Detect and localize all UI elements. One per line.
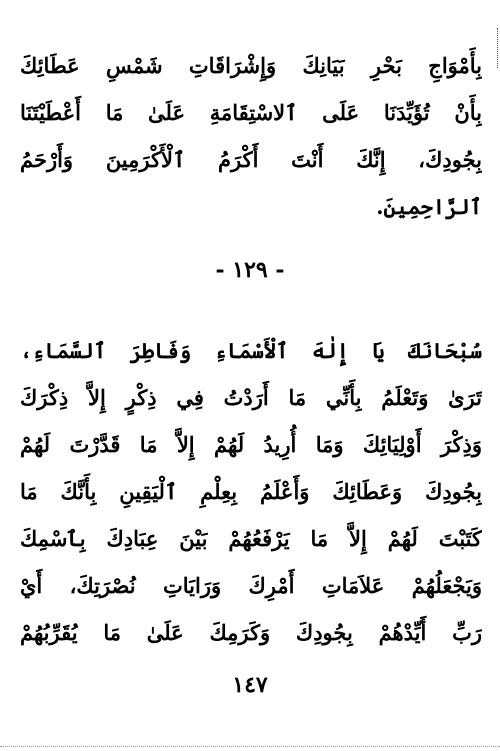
passage-2-line: وَيَجْعَلُهُمْ عَلاَمَاتِ أَمْرِكَ وَرَايَاتِ نُصْرَتِكَ، أَيْ xyxy=(20,573,482,598)
page-number: ١٤٧ xyxy=(232,672,268,698)
page-bottom-edge xyxy=(0,744,500,747)
passage-1 xyxy=(20,42,482,230)
passage-2-line: رَبِّ أَيِّدْهُمْ بِجُودِكَ وَكَرَمِكَ عَلَىٰ مَا يُقَرِّبُهُمْ xyxy=(20,620,482,645)
passage-1-line: بِأَنْ تُؤَيِّدَنَا عَلَى ٱلاسْتِقَامَةِ عَلَىٰ مَا أَعْطَيْتَنَا xyxy=(20,100,482,125)
section-number: - ١٢٩ - xyxy=(215,257,285,283)
passage-1-line: بِأَمْوَاجِ بَحْرِ بَيَانِكَ وَإِشْرَاقَاتِ شَمْسِ عَطَائِكَ xyxy=(20,53,482,78)
passage-2-line: تَرَىٰ وَتَعْلَمُ بِأَنِّي مَا أَرَدْتُ فِي ذِكْرٍ إِلاَّ ذِكْرَكَ xyxy=(20,385,482,410)
page-edge-mark xyxy=(495,28,498,68)
passage-2-line: بِجُودِكَ وَعَطَائِكَ وَأَعْلَمُ بِعِلْمِ ٱلْيَقِينِ بِأَنَّكَ مَا xyxy=(20,479,482,504)
passage-2 xyxy=(20,327,482,656)
passage-1-line: ٱلرَّاحِمِينَ. xyxy=(376,194,482,219)
passage-1-line: بِجُودِكَ، إِنَّكَ أَنْتَ أَكْرَمُ ٱلْأَكْرَمِينَ وَأَرْحَمُ xyxy=(20,147,482,172)
passage-2-line: كَتَبْتَ لَهُمْ إِلاَّ مَا يَرْفَعُهُمْ بَيْنَ عِبَادِكَ بِٱسْمِكَ xyxy=(20,526,482,551)
passage-2-line: وَذِكْرَ أَوْلِيَائِكَ وَمَا أُرِيدُ لَهُمْ إِلاَّ مَا قَدَّرْتَ لَهُمْ xyxy=(20,432,482,457)
passage-2-line: سُبْحَانَكَ يَا إِلٰهَ ٱلْأَسْمَاءِ وَفَاطِرَ ٱلسَّمَاءِ، xyxy=(20,338,482,363)
